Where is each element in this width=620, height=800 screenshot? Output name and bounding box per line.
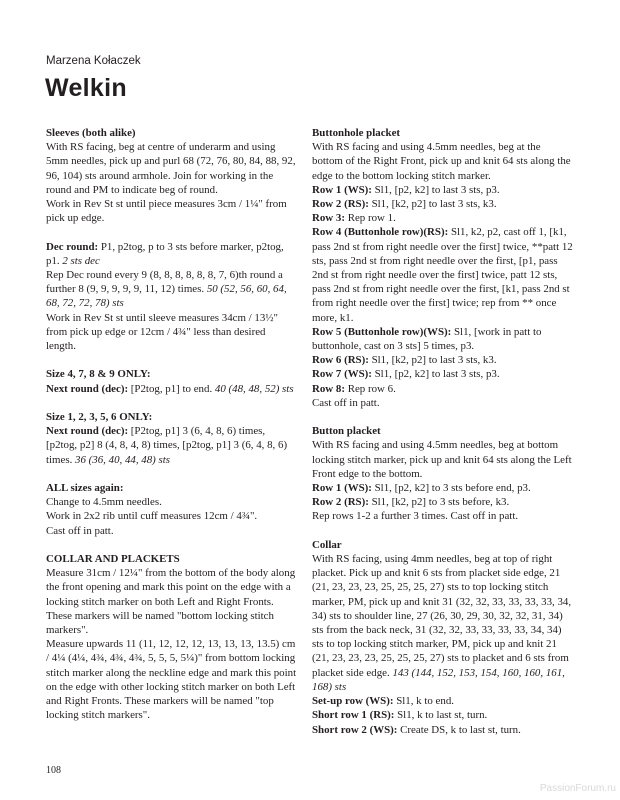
row-label: Row 4 (Buttonhole row)(RS): [312,226,449,239]
row-instruction [312,225,574,324]
row-label: Next round (dec): [46,425,129,438]
paragraph: With RS facing, beg at centre of underarm and using 5mm needles, pick up and purl 68 (72, 76, 80, 84, 88, 92, 96, 104) sts around armhole. Join for working in the round and PM to indicate beg of round. [46,141,296,196]
collar-section [312,538,574,737]
row-instruction [312,325,574,353]
row-label: Next round (dec): [46,382,129,395]
paragraph: With RS facing and using 4.5mm needles, beg at the bottom of the Right Front, pick up and knit 64 sts along the edge to the bottom locking stitch marker. [312,141,571,182]
stitch-count: 50 (52, 56, 60, 64, 68, 72, 72, 78) sts [46,283,287,310]
collar-plackets-section [46,552,298,722]
row-label: Row 8: [312,382,345,395]
section-heading: Size 1, 2, 3, 5, 6 ONLY: [46,411,153,424]
paragraph [312,552,574,694]
section-heading: Buttonhole placket [312,127,401,139]
paragraph: Cast off in patt. [46,524,114,537]
row-label: Dec round: [46,240,99,253]
buttonhole-placket-section [312,126,574,410]
left-column [46,126,298,722]
row-text: Rep row 1. [344,212,396,225]
row-label: Set-up row (WS): [312,695,394,708]
row-text: Sl1, [k2, p2] to last 3 sts, k3. [368,198,497,211]
size-4789-section [46,367,298,395]
row-label: Row 2 (RS): [312,198,369,211]
paragraph: Cast off in patt. [312,396,380,409]
row-text: Sl1, [work in patt to buttonhole, cast on 3 sts] 5 times, p3. [312,325,542,353]
row-label: Row 1 (WS): [312,482,372,495]
row-text: Sl1, k2, p2, cast off 1, [k1, pass 2nd st from right needle over the first] twice, **patt 12 sts, pass 2nd st from right needle over the first, [p1, pass 2nd st from right needle over the first] twice, patt 12 sts, pass 2nd st from right needle over the first, [k1, pass 2nd st from right needle over the first] twice; rep from ** once more, k1. [312,226,573,324]
row-label: Row 5 (Buttonhole row)(WS): [312,325,452,338]
stitch-count: 40 (48, 48, 52) sts [214,382,294,395]
stitch-count: 143 (144, 152, 153, 154, 160, 160, 161, 168) sts [312,666,565,693]
section-heading: ALL sizes again: [46,482,124,495]
paragraph [46,382,298,396]
button-placket-section [312,424,574,523]
section-heading: Size 4, 7, 8 & 9 ONLY: [46,368,151,381]
row-label: Short row 2 (WS): [312,723,398,736]
row-label: Short row 1 (RS): [312,709,395,722]
paragraph: Work in 2x2 rib until cuff measures 12cm / 4¾". [46,510,258,523]
paragraph: Measure 31cm / 12¼" from the bottom of the body along the front opening and mark this point on the edge with a locking stitch marker on both Left and Right Fronts. These markers will be named "bottom locking stitch markers". [46,567,296,637]
row-text: Rep Dec round every 9 (8, 8, 8, 8, 8, 8, 7, 6)th round a further 8 (9, 9, 9, 9, 9, 11, 12) times. [46,269,283,296]
paragraph: Work in Rev St st until piece measures 3cm / 1¼" from pick up edge. [46,198,287,225]
row-instruction [312,353,574,367]
row-instruction [312,382,574,396]
row-text: [P2tog, p1] to end. [128,382,215,395]
paragraph: Measure upwards 11 (11, 12, 12, 12, 13, 13, 13, 13.5) cm / 4¼ (4¼, 4¾, 4¾, 4¾, 5, 5, 5, 5¼)" from bottom locking stitch marker along the neckline edge and mark this point on the edge with other locking stitch marker on both Left and Right Fronts. These markers will be named "top locking stitch markers". [46,638,297,722]
row-text: [P2tog, p1] 3 (6, 4, 8, 6) times, [p2tog, p2] 8 (4, 8, 4, 8) times, [p2tog, p1] 3 (6, 4, 8, 6) times. [46,425,288,466]
paragraph: Rep rows 1-2 a further 3 times. Cast off in patt. [312,510,519,523]
right-column [312,126,574,737]
row-instruction [312,708,574,722]
row-label: Row 6 (RS): [312,354,369,367]
row-text: Sl1, [k2, p2] to 3 sts before, k3. [368,496,510,509]
paragraph: Change to 4.5mm needles. [46,496,162,509]
stitch-count: 2 sts dec [62,254,100,267]
row-instruction [312,197,574,211]
row-text: Sl1, [p2, k2] to last 3 sts, p3. [371,183,500,196]
row-text: Sl1, [k2, p2] to last 3 sts, k3. [368,354,497,367]
pattern-title: Welkin [45,74,127,102]
row-text: Sl1, k to end. [393,695,454,708]
row-label: Row 7 (WS): [312,368,372,381]
section-heading: COLLAR AND PLACKETS [46,553,180,566]
sleeves-section [46,126,298,225]
row-instruction [312,723,574,737]
row-text: P1, p2tog, p to 3 sts before marker, p2tog, p1. [46,240,284,267]
row-label: Row 1 (WS): [312,183,372,196]
row-text: Sl1, [p2, k2] to 3 sts before end, p3. [371,482,531,495]
row-instruction [312,694,574,708]
paragraph [46,424,298,467]
paragraph [46,240,298,268]
row-text: Create DS, k to last st, turn. [397,723,521,736]
row-instruction [312,495,574,509]
row-text: With RS facing, using 4mm needles, beg at top of right placket. Pick up and knit 6 sts from placket side edge, 21 (21, 23, 23, 23, 25, 25, 25, 27) sts to top locking stitch marker, PM, pick up and knit 31 (32, 32, 33, 33, 33, 33, 34, 34) sts to shoulder line, 27 (26, 30, 29, 30, 32, 32, 31, 34) sts from the back neck, 31 (32, 32, 33, 33, 33, 33, 34, 34) sts to top locking stitch marker, PM, pick up and knit 21 (21, 23, 23, 23, 25, 25, 25, 27) sts to placket and 6 sts from placket side edge. [312,553,572,679]
paragraph: Work in Rev St st until sleeve measures 34cm / 13½" from pick up edge or 12cm / 4¾" less than desired length. [46,311,278,353]
row-instruction [312,183,574,197]
dec-round-section [46,240,298,354]
author-name: Marzena Kołaczek [46,55,141,67]
section-heading: Sleeves (both alike) [46,127,136,139]
row-label: Row 2 (RS): [312,496,369,509]
section-heading: Collar [312,538,342,551]
section-heading: Button placket [312,425,381,438]
page-number: 108 [46,765,61,776]
row-instruction [312,481,574,495]
size-12356-section [46,410,298,467]
all-sizes-section [46,481,298,538]
row-text: Sl1, [p2, k2] to last 3 sts, p3. [371,368,500,381]
watermark: PassionForum.ru [539,783,616,794]
row-label: Row 3: [312,212,345,225]
paragraph [46,268,298,311]
row-text: Sl1, k to last st, turn. [394,709,488,722]
row-text: Rep row 6. [344,382,396,395]
row-instruction [312,211,574,225]
stitch-count: 36 (36, 40, 44, 48) sts [75,453,171,466]
row-instruction [312,367,574,381]
paragraph: With RS facing and using 4.5mm needles, beg at bottom locking stitch marker, pick up and knit 64 sts along the Left Front edge to the bottom. [312,439,572,480]
